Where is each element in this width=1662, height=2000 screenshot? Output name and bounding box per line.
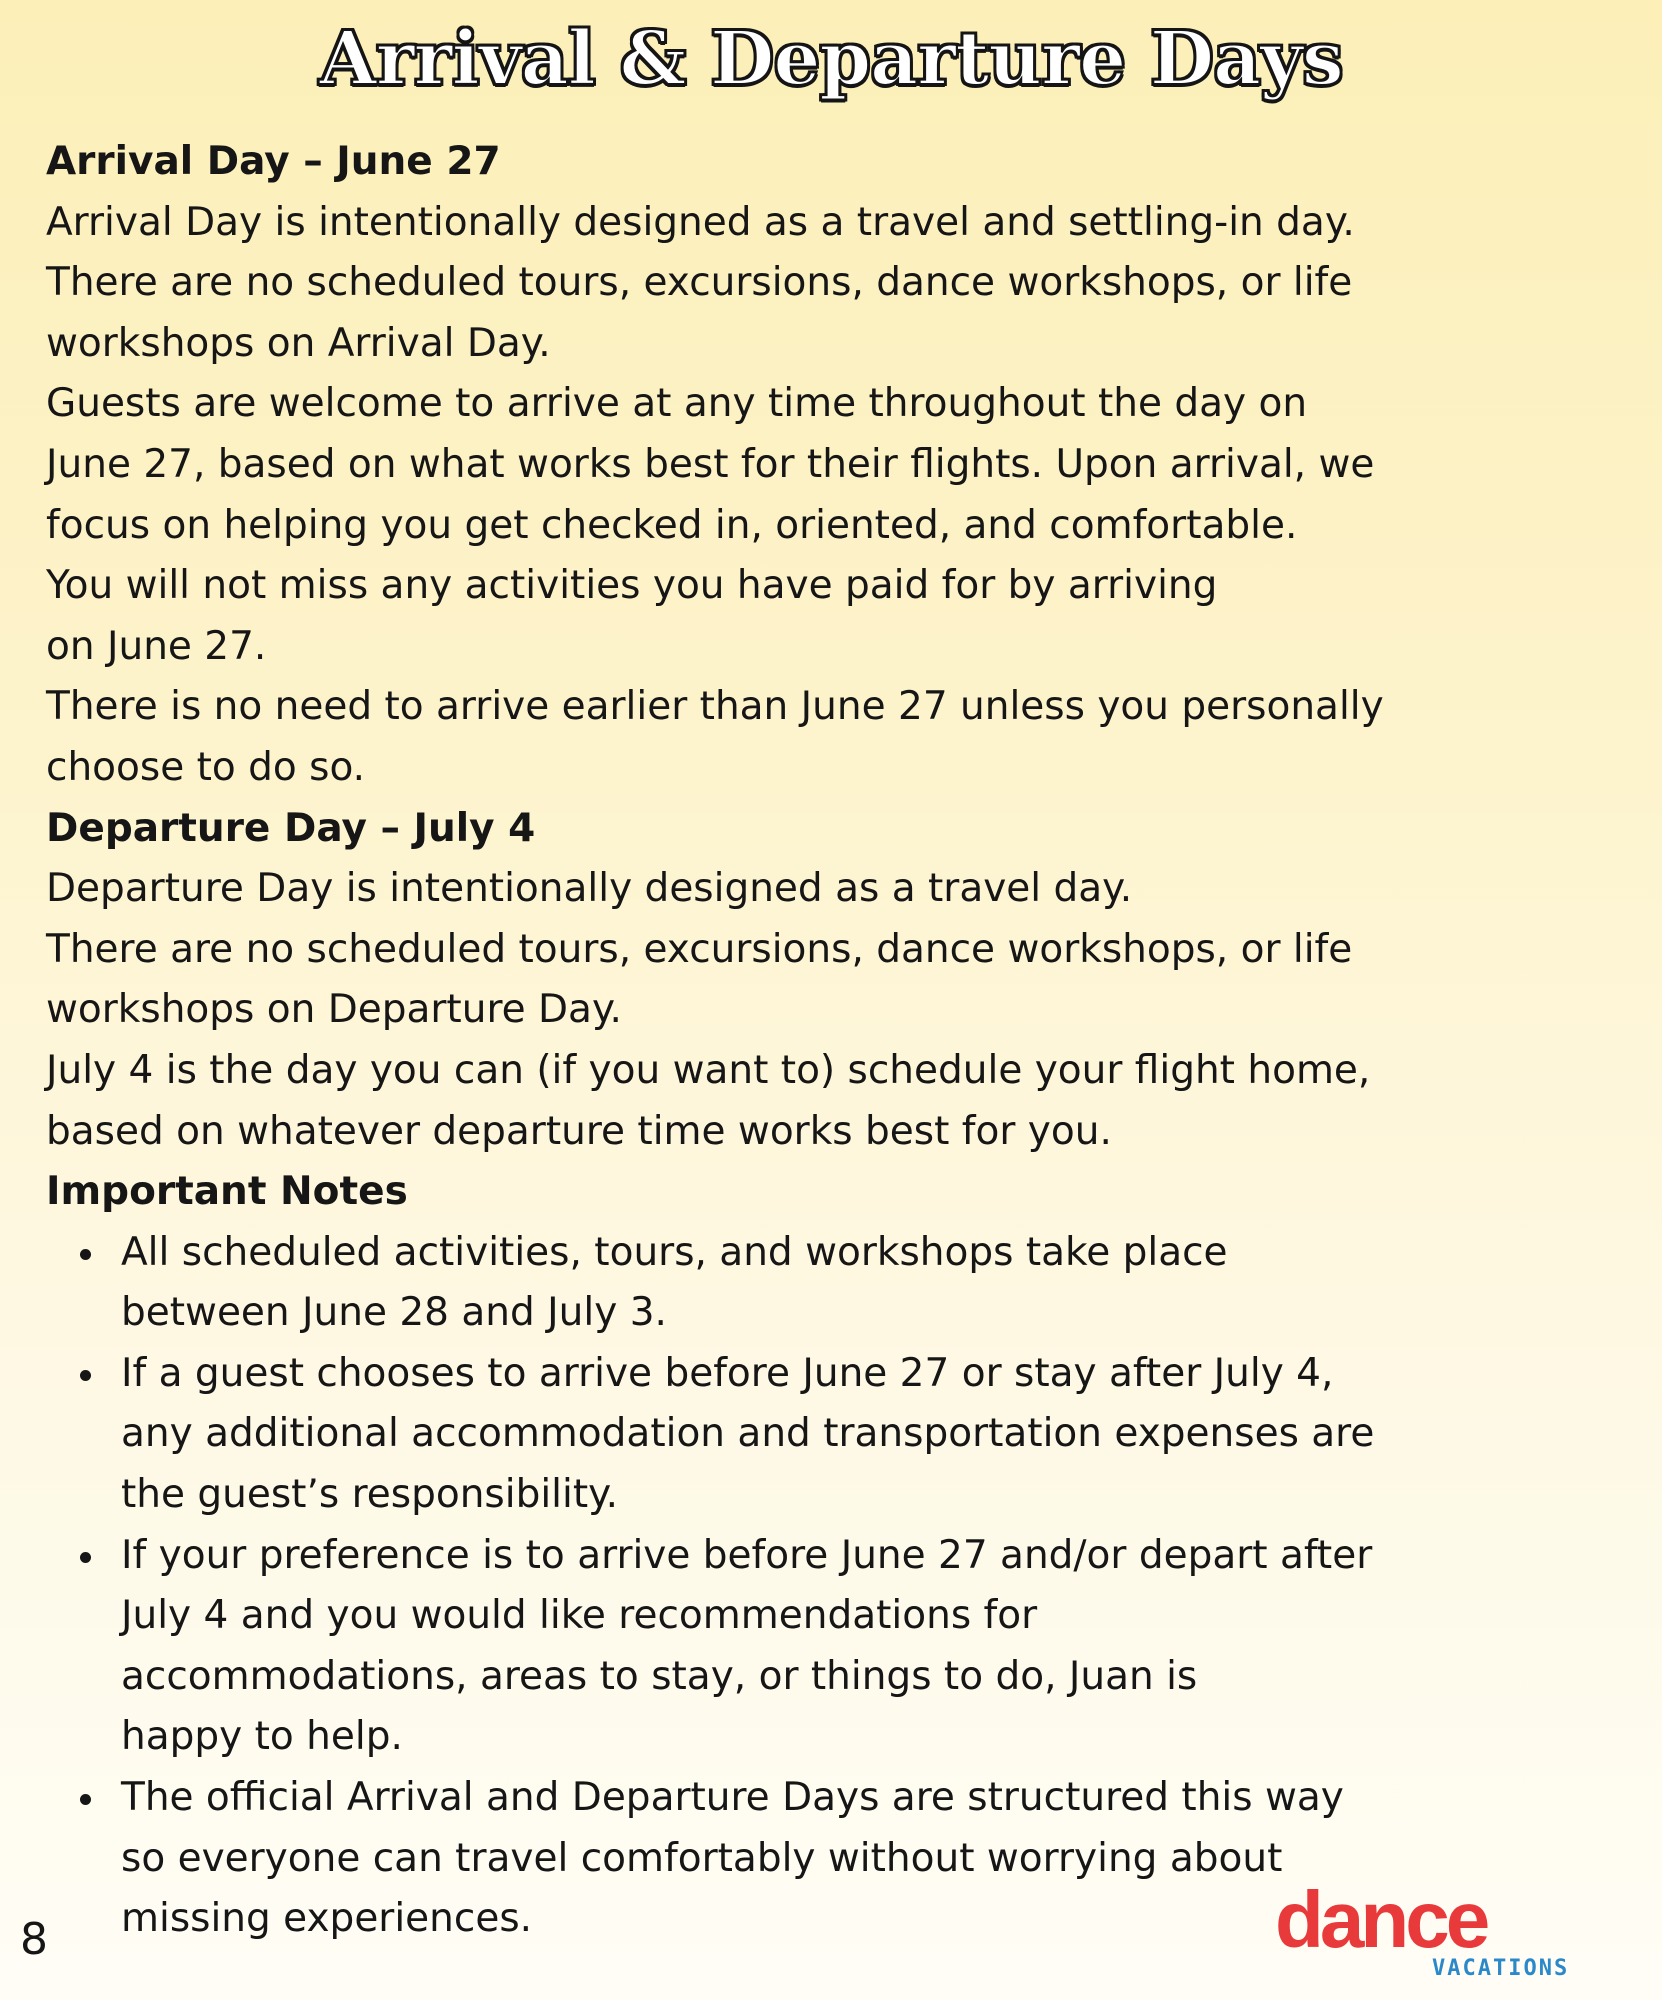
arrival-line: choose to do so.: [46, 744, 366, 790]
dance-vacations-logo: [1275, 1875, 1570, 1995]
arrival-line: You will not miss any activities you have paid for by arriving: [46, 563, 1218, 609]
note-line: The official Arrival and Departure Days are structured this way: [121, 1775, 1344, 1821]
arrival-heading: Arrival Day – June 27: [46, 139, 501, 184]
page-title: Arrival & Departure Days: [319, 16, 1343, 102]
arrival-line: Guests are welcome to arrive at any time throughout the day on: [46, 381, 1308, 427]
arrival-line: Arrival Day is intentionally designed as a travel and settling-in day.: [46, 199, 1355, 245]
departure-line: There are no scheduled tours, excursions, dance workshops, or life: [46, 926, 1353, 972]
departure-line: based on whatever departure time works best for you.: [46, 1108, 1112, 1154]
note-item: [121, 1344, 1511, 1526]
note-line: the guest’s responsibility.: [121, 1472, 619, 1518]
departure-text: [46, 859, 1511, 1162]
note-line: any additional accommodation and transportation expenses are: [121, 1411, 1375, 1457]
note-line: so everyone can travel comfortably without worrying about: [121, 1835, 1283, 1881]
note-line: between June 28 and July 3.: [121, 1290, 667, 1336]
arrival-line: June 27, based on what works best for their flights. Upon arrival, we: [46, 441, 1375, 487]
logo-subtitle: VACATIONS: [1432, 1956, 1570, 1981]
note-line: If a guest chooses to arrive before June 27 or stay after July 4,: [121, 1350, 1334, 1396]
departure-heading: Departure Day – July 4: [46, 805, 536, 851]
note-line: All scheduled activities, tours, and workshops take place: [121, 1229, 1228, 1275]
note-line: missing experiences.: [121, 1896, 533, 1942]
arrival-line: focus on helping you get checked in, oriented, and comfortable.: [46, 502, 1298, 548]
page-number: 8: [20, 1914, 48, 1965]
arrival-line: on June 27.: [46, 623, 267, 669]
note-line: happy to help.: [121, 1714, 403, 1760]
note-line: accommodations, areas to stay, or things to do, Juan is: [121, 1653, 1198, 1699]
departure-line: Departure Day is intentionally designed as a travel day.: [46, 866, 1133, 912]
departure-line: July 4 is the day you can (if you want to) schedule your flight home,: [46, 1047, 1371, 1093]
arrival-line: workshops on Arrival Day.: [46, 320, 551, 366]
note-item: [121, 1526, 1511, 1768]
departure-line: workshops on Departure Day.: [46, 987, 622, 1033]
arrival-text: [46, 193, 1511, 799]
notes-heading: Important Notes: [46, 1169, 408, 1215]
arrival-line: There is no need to arrive earlier than June 27 unless you personally: [46, 684, 1384, 730]
note-line: If your preference is to arrive before June 27 and/or depart after: [121, 1532, 1373, 1578]
main-content: [46, 132, 1511, 1950]
note-line: July 4 and you would like recommendations for: [121, 1593, 1038, 1639]
notes-list: [46, 1223, 1511, 1950]
arrival-line: There are no scheduled tours, excursions, dance workshops, or life: [46, 260, 1353, 306]
logo-wordmark: dance: [1275, 1875, 1487, 1964]
note-item: [121, 1223, 1511, 1344]
